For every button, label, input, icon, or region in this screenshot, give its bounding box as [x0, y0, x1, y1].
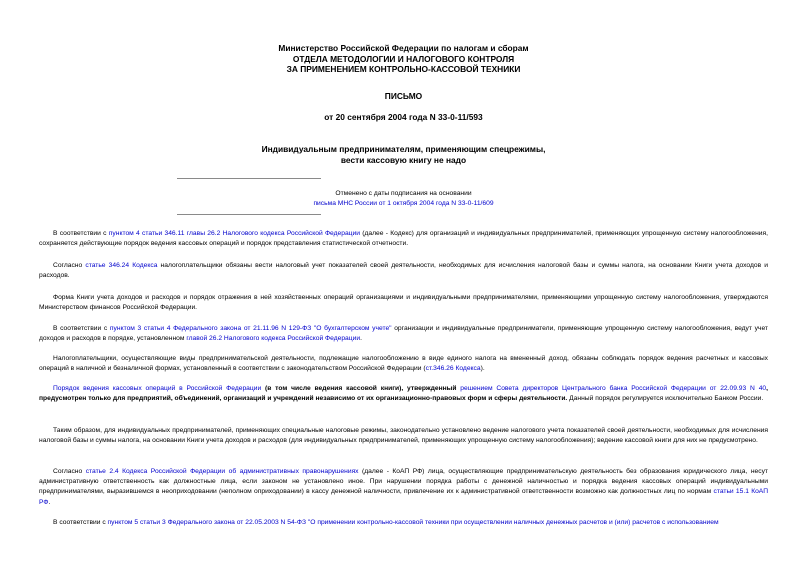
- document-date-number: от 20 сентября 2004 года N 33-0-11/593: [324, 112, 483, 122]
- link-cash-operations-order[interactable]: Порядок ведения кассовых операций в Российской Федерации: [53, 385, 262, 392]
- paragraph-1: В соответствии с пунктом 4 статьи 346.11 главы 26.2 Налогового кодекса Российской Федерации (далее - Кодекс) для организаций и индивидуальных предпринимателей, применяющих упрощенную систему налогообложения, сохраняется действующие порядок ведения кассовых операций и порядок представления статистической отчетности.: [39, 230, 768, 248]
- paragraph-8: Согласно статье 2.4 Кодекса Российской Федерации об административных правонарушениях (далее - КоАП РФ) лица, осуществляющие предпринимательскую деятельность без образования юридического лица, несут административную ответственность как должностные лица, если законом не установлено иное. При нарушении порядка работы с денежной наличностью и порядка ведения кассовых операций индивидуальными предпринимателями, выразившемся в неоприходовании (неполном оприходовании) в кассу денежной наличности, привлечение их к административной ответственности возможно как должностных лиц по нормам статьи 15.1 КоАП РФ.: [39, 468, 769, 506]
- divider-top: [177, 178, 321, 179]
- title-line1: Индивидуальным предпринимателям, применяющим спецрежимы,: [261, 144, 546, 154]
- paragraph-4: В соответствии с пунктом 3 статьи 4 Федерального закона от 21.11.96 N 129-ФЗ "О бухгалтерском учете" организации и индивидуальные предприниматели, применяющие упрощенную систему налогообложения, ведут учет доходов и расходов в порядке, установленном главой 26.2 Налогового кодекса Российской Федерации.: [39, 325, 768, 343]
- paragraph-2: Согласно статье 346.24 Кодекса налогоплательщики обязаны вести налоговый учет показателей своей деятельности, необходимых для исчисления налоговой базы и суммы налога, на основании Книги учета доходов и расходов.: [39, 262, 769, 280]
- paragraph-9: В соответствии с пунктом 5 статьи 3 Федерального закона от 22.05.2003 N 54-ФЗ "О применении контрольно-кассовой техники при осуществлении наличных денежных расчетов и (или) расчетов с использованием: [53, 519, 719, 526]
- link-chapter-26-2[interactable]: главой 26.2 Налогового кодекса Российской Федерации: [186, 335, 361, 343]
- document-header: [0, 43, 807, 75]
- link-article-346-26[interactable]: ст.346.26 Кодекса: [425, 365, 481, 373]
- link-koap-2-4[interactable]: статье 2.4 Кодекса Российской Федерации об административных правонарушениях: [85, 468, 359, 475]
- link-law-54-fz[interactable]: пунктом 5 статьи 3 Федерального закона от 22.05.2003 N 54-ФЗ "О применении контрольно-кассовой техники при осуществлении наличных денежных расчетов и (или) расчетов с использованием: [107, 519, 719, 526]
- link-article-346-24[interactable]: статье 346.24 Кодекса: [85, 262, 158, 269]
- paragraph-3: Форма Книги учета доходов и расходов и порядок отражения в ней хозяйственных операций организациями и индивидуальными предпринимателями, применяющими упрощенную систему налогообложения, утверждаются Министерством финансов Российской Федерации.: [39, 294, 768, 312]
- department-name-line2: ЗА ПРИМЕНЕНИЕМ КОНТРОЛЬНО-КАССОВОЙ ТЕХНИКИ: [286, 64, 521, 74]
- link-central-bank-decision[interactable]: решением Совета директоров Центрального банка Российской Федерации от 22.09.93 N 40: [460, 385, 767, 392]
- title-line2: вести кассовую книгу не надо: [340, 154, 467, 165]
- divider-bottom: [177, 214, 321, 215]
- document-title: [0, 144, 807, 165]
- cancellation-note: [0, 189, 807, 209]
- cancellation-link[interactable]: письма МНС России от 1 октября 2004 года N 33-0-11/609: [313, 200, 494, 207]
- paragraph-7: Таким образом, для индивидуальных предпринимателей, применяющих специальные налоговые режимы, законодательно установлено ведение налогового учета показателей своей деятельности, необходимых для исчисления налоговой базы и суммы налога, на основании Книги учета доходов и расходов (для индивидуальных предпринимателей, применяющих упрощенную систему налогообложения); ведение кассовой книги для них не предусмотрено.: [39, 427, 768, 445]
- ministry-name: Министерство Российской Федерации по налогам и сборам: [278, 43, 529, 53]
- paragraph-5: Налогоплательщики, осуществляющие виды предпринимательской деятельности, подлежащие налогообложению в виде единого налога на вмененный доход, обязаны соблюдать порядок ведения расчетных и кассовых операций в наличной и безналичной формах, установленный в соответствии с законодательством Российской Федерации (ст.346.26 Кодекса).: [39, 355, 768, 373]
- paragraph-6: Порядок ведения кассовых операций в Российской Федерации (в том числе ведения кассовой книги), утвержденный решением Совета директоров Центрального банка Российской Федерации от 22.09.93 N 40, предусмотрен только для предприятий, объединений, организаций и учреждений независимо от их организационно-правовых форм и сферы деятельности. Данный порядок регулируется исключительно Банком России.: [39, 385, 768, 403]
- cancellation-text: Отменено с даты подписания на основании: [335, 190, 472, 197]
- link-law-129-fz[interactable]: пунктом 3 статьи 4 Федерального закона от 21.11.96 N 129-ФЗ "О бухгалтерском учете": [109, 325, 392, 332]
- link-tax-code-346-11[interactable]: пунктом 4 статьи 346.11 главы 26.2 Налогового кодекса Российской Федерации: [108, 230, 360, 237]
- department-name-line1: ОТДЕЛА МЕТОДОЛОГИИ И НАЛОГОВОГО КОНТРОЛЯ: [292, 53, 515, 64]
- document-type: ПИСЬМО: [384, 91, 423, 101]
- link-koap-15-1[interactable]: статьи 15.1 КоАП РФ: [39, 488, 769, 506]
